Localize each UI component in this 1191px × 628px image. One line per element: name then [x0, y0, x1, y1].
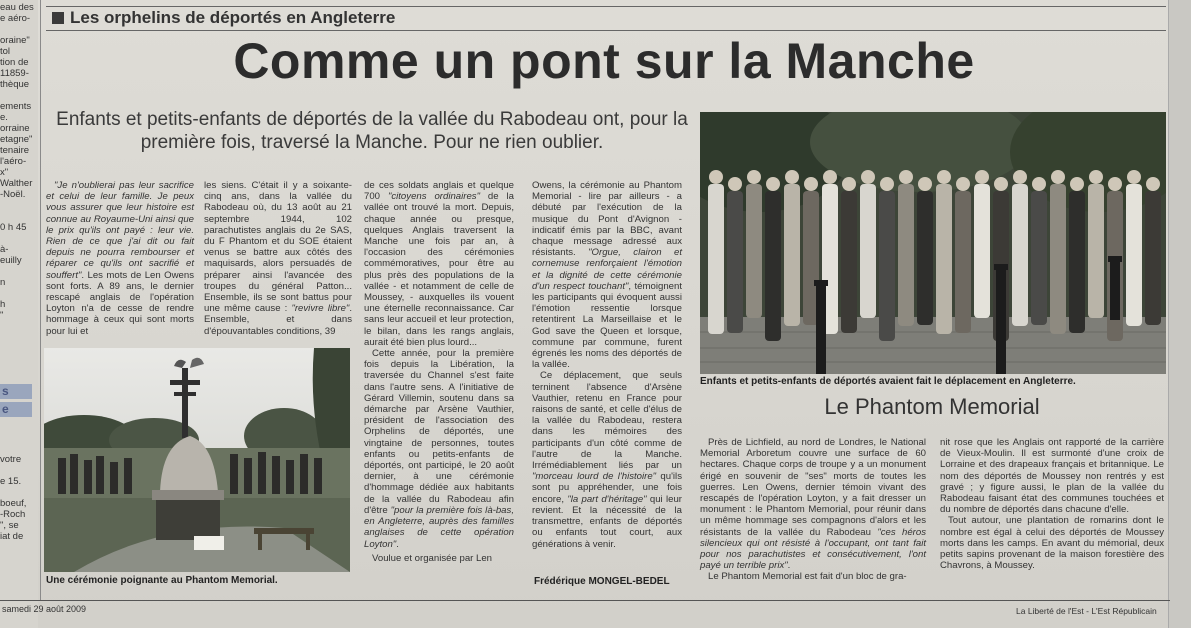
- margin-fragment: oraine": [0, 35, 30, 46]
- col3-paragraph-2: Cette année, pour la première fois depuis la Libération, la traversée du Channel s'est faite dans l'autre sens. A l'initiative de Gérard Villemin, soutenu dans sa démarche par Arsène Vauthier, président de l'association des Orphelins de déportés, une vingtaine de personnes, toutes enfants ou petits-enfants de déportés, ont participé, le 20 août dernier, à une cérémonie d'hommage dédiée aux habitants de la vallée du Rabodeau afin d'être: [364, 348, 514, 516]
- col4-text-4: qui leur revient. Et la nécessité de la transmettre, enfants de déportés ou enfants tout court, aux générations à venir.: [532, 493, 682, 550]
- margin-fragment: ements: [0, 101, 32, 112]
- margin-fragment: tion de: [0, 57, 29, 68]
- person-head: [1146, 177, 1160, 191]
- footer-paper-name: La Liberté de l'Est - L'Est Républicain: [1016, 606, 1157, 616]
- col4-paragraph-2: Ce déplacement, que seuls terninent l'absence d'Arsène Vauthier, retenu en France pour raisons de santé, et celle d'élus de la vallée du Rabodeau, restera dans les mémoires des participants d'un côté comme de l'autre de la Manche. Irrémédiablement liés par un: [532, 370, 682, 472]
- opening-quote: "Je n'oublierai pas leur sacrifice et celui de leur famille. Je peux vous assurer que leur histoire est connue au Royaume-Uni ainsi que le prix qu'ils ont payé : leur vie. Rien de ce que j'ai dit ou fait depuis ne pourra rembourser et réparer ce qu'ils ont sacrifié et souffert": [46, 180, 194, 281]
- adjacent-column-fragments: [0, 0, 38, 628]
- person-head: [861, 170, 875, 184]
- margin-highlight: e: [0, 402, 32, 417]
- margin-fragment: e 15.: [0, 476, 22, 487]
- kicker-rule: [46, 30, 1166, 31]
- article-column-3: [364, 180, 514, 564]
- margin-fragment: orraine: [0, 123, 30, 134]
- sidebar-paragraph-2: Le Phantom Memorial est fait d'un bloc de gra-: [708, 571, 907, 583]
- sidebar-column-2: [940, 437, 1164, 571]
- article-column-1: [46, 180, 194, 337]
- person-figure: [1145, 191, 1161, 325]
- margin-fragment: à-: [0, 244, 9, 255]
- headline: Comme un pont sur la Manche: [233, 33, 975, 89]
- margin-fragment: x": [0, 167, 9, 178]
- person-figure: [917, 191, 933, 325]
- margin-highlight: s: [0, 384, 32, 399]
- col3-text-2: de la vallée ont trouvé la mort. Depuis, chaque année ou presque, quelques Anglais traversent la Manche une fois par an, à l'occasion des cérémonies commémoratives, pour être au plus près des populations de la vallée - et notamment de celle de Moussey, - auxquelles ils vouent une éternelle reconnaissance. Car sans leur accueil et leur protection, le bilan, dans les rangs anglais, aurait été bien plus lourd...: [364, 191, 514, 348]
- col4-quote-2: "morceau lourd de l'histoire": [532, 471, 657, 483]
- margin-fragment: e.: [0, 112, 8, 123]
- col4-text: Owens, la cérémonie au Phantom Memorial - lire par ailleurs - a débuté par l'exécution de la musique du Pont d'Avignon - indicatif émis par la BBC, avant chaque message adressé aux résistants.: [532, 180, 682, 259]
- person-figure: [955, 191, 971, 333]
- ceremony-photo-image: [44, 348, 350, 572]
- sidebar-paragraph-3: Tout autour, une plantation de romarins dont le nombre est égal à celui des déportés de Moussey morts dans les camps. En avant du mémorial, deux petits sapins provenant de la maison forestière des Chavrons, à Moussey.: [940, 515, 1164, 572]
- margin-fragment: e aéro-: [0, 13, 31, 24]
- person-figure: [1031, 191, 1047, 325]
- person-figure: [727, 191, 743, 333]
- margin-fragment: 0 h 45: [0, 222, 27, 233]
- kicker: Les orphelins de déportés en Angleterre: [70, 8, 396, 27]
- col1-text: . Les mots de Len Owens sont forts. A 89 ans, le dernier rescapé anglais de l'opération Loyton n'a de cesse de rendre hommage à ceux qui sont morts pour lui et: [46, 269, 194, 337]
- person-head: [975, 170, 989, 184]
- sidebar-text-2: nit rose que les Anglais ont rapporté de la carrière de Vieux-Moulin. Il est surmonté d'une croix de Lorraine et des drapeaux français et britannique. Le nom des déportés de Moussey non rentrés y est gravé ; y figure aussi, le plan de la vallée du Rabodeau faisant état des communes touchées et du nombre de déportés dans chacune d'elle.: [940, 437, 1164, 516]
- col2-text-end: . Ensemble, et dans d'épouvantables conditions, 39: [204, 303, 352, 337]
- footer-rule: [0, 600, 1170, 601]
- person-head: [747, 170, 761, 184]
- kicker-square-icon: [52, 12, 64, 24]
- person-head: [842, 177, 856, 191]
- person-figure: [708, 184, 724, 334]
- sidebar-heading: Le Phantom Memorial: [824, 394, 1040, 419]
- person-head: [709, 170, 723, 184]
- col3-quote-2: "pour la première fois là-bas, en Angleterre, auprès des familles anglaises de cette opération Loyton": [364, 504, 514, 550]
- person-head: [880, 177, 894, 191]
- margin-fragment: thèque: [0, 79, 30, 90]
- margin-fragment: boeuf,: [0, 498, 27, 509]
- person-figure: [784, 184, 800, 326]
- group-photo: [700, 112, 1166, 374]
- col4-text-2: , témoignent les participants qui évoquent aussi l'émotion ressentie lorsque retentirent La Marseillaise et le God save the Queen et lorsque, commune par commune, furent égrenés les noms des déportés de la vallée.: [532, 280, 682, 371]
- margin-fragment: h: [0, 299, 6, 310]
- person-head: [1032, 177, 1046, 191]
- col3-quote: "citoyens ordinaires": [387, 191, 480, 203]
- top-rule: [46, 6, 1166, 7]
- person-head: [956, 177, 970, 191]
- margin-fragment: tenaire: [0, 145, 30, 156]
- col4-quote: "Orgue, clairon et cornemuse renforçaient l'émotion et la dignité de cette cérémonie d'un respect touchant": [532, 247, 682, 292]
- person-figure: [746, 184, 762, 318]
- ceremony-photo: [44, 348, 350, 572]
- person-figure: [898, 184, 914, 326]
- person-figure: [1088, 184, 1104, 318]
- margin-fragment: ", se: [0, 520, 19, 531]
- margin-fragment: -Noël.: [0, 189, 26, 200]
- margin-fragment: -Roch: [0, 509, 26, 520]
- margin-fragment: tol: [0, 46, 11, 57]
- person-head: [823, 170, 837, 184]
- sidebar-punct: .: [787, 560, 791, 572]
- margin-fragment: 11859-: [0, 68, 29, 79]
- article-column-4: [532, 180, 682, 550]
- person-head: [1108, 177, 1122, 191]
- margin-fragment: ": [0, 310, 4, 321]
- article-column-2: [204, 180, 352, 337]
- person-head: [1013, 170, 1027, 184]
- person-head: [728, 177, 742, 191]
- footer-date: samedi 29 août 2009: [2, 604, 87, 614]
- col3-text: de ces soldats anglais et quelque 700: [364, 180, 514, 203]
- sidebar-quote: "ces héros silencieux qui ont résisté à l'occupant, ont tant fait pour nos parachutistes et consécutivement, l'ont payé un terrible prix": [700, 526, 926, 572]
- margin-fragment: etagne": [0, 134, 33, 145]
- margin-fragment: euilly: [0, 255, 22, 266]
- col3-paragraph-3: Voulue et organisée par Len: [372, 552, 493, 564]
- margin-fragment: Walther: [0, 178, 33, 189]
- person-figure: [860, 184, 876, 318]
- person-head: [766, 177, 780, 191]
- col3-punct: .: [396, 538, 399, 550]
- margin-fragment: n: [0, 277, 6, 288]
- col4-quote-3: "la part d'héritage": [567, 493, 647, 505]
- col2-quote: "revivre libre": [291, 303, 350, 315]
- person-figure: [936, 184, 952, 334]
- person-figure: [765, 191, 781, 341]
- margin-fragment: votre: [0, 454, 22, 465]
- group-photo-caption: Enfants et petits-enfants de déportés avaient fait le déplacement en Angleterre.: [700, 376, 1076, 387]
- col2-text: les siens. C'était il y a soixante-cinq ans, dans la vallée du Rabodeau où, du 13 août au 21 septembre 1944, 102 parachutistes anglais du 2e SAS, du F Phantom et du SOE étaient venus se battre aux côtés des maquisards, alors persuadés de préparer ainsi l'avancée des troupes du général Patton... Ensemble, ils se sont battus pour une même cause :: [204, 180, 352, 315]
- person-figure: [879, 191, 895, 341]
- person-figure: [1050, 184, 1066, 334]
- person-head: [785, 170, 799, 184]
- person-head: [1127, 170, 1141, 184]
- column-divider: [40, 0, 41, 600]
- person-figure: [974, 184, 990, 318]
- person-head: [994, 177, 1008, 191]
- sidebar-text: Près de Lichfield, au nord de Londres, le National Memorial Arboretum couvre une surface de 60 hectares. Chaque corps de troupe y a un monument érigé en souvenir de "ses" morts de toutes les guerres. Len Owens, dernier témoin vivant des rescapés de l'opération Loyton, y a fait dresser un monument : le Phantom Memorial, pour réunir dans un même hommage ses compagnons d'alors et les résistants de la vallée du Rabodeau: [700, 437, 926, 538]
- person-head: [1051, 170, 1065, 184]
- margin-fragment: eau des: [0, 2, 34, 13]
- person-head: [1089, 170, 1103, 184]
- page-edge: [1168, 0, 1191, 628]
- person-head: [918, 177, 932, 191]
- person-figure: [1012, 184, 1028, 326]
- person-head: [1070, 177, 1084, 191]
- person-head: [937, 170, 951, 184]
- person-figure: [1069, 191, 1085, 333]
- margin-fragment: iat de: [0, 531, 24, 542]
- ceremony-photo-caption: Une cérémonie poignante au Phantom Memorial.: [46, 575, 278, 586]
- margin-fragment: l'aéro-: [0, 156, 27, 167]
- person-figure: [1126, 184, 1142, 326]
- person-head: [804, 177, 818, 191]
- person-figure: [841, 191, 857, 333]
- standfirst: Enfants et petits-enfants de déportés de la vallée du Rabodeau ont, pour la première fois, traversé la Manche. Pour ne rien oublier.: [56, 109, 688, 153]
- sidebar-column-1: [700, 437, 926, 583]
- col4-text-3: qu'ils sont pu appréhender, une fois encore,: [532, 471, 682, 505]
- author-signature: Frédérique MONGEL-BEDEL: [534, 576, 670, 587]
- person-head: [899, 170, 913, 184]
- group-photo-image: [700, 112, 1166, 374]
